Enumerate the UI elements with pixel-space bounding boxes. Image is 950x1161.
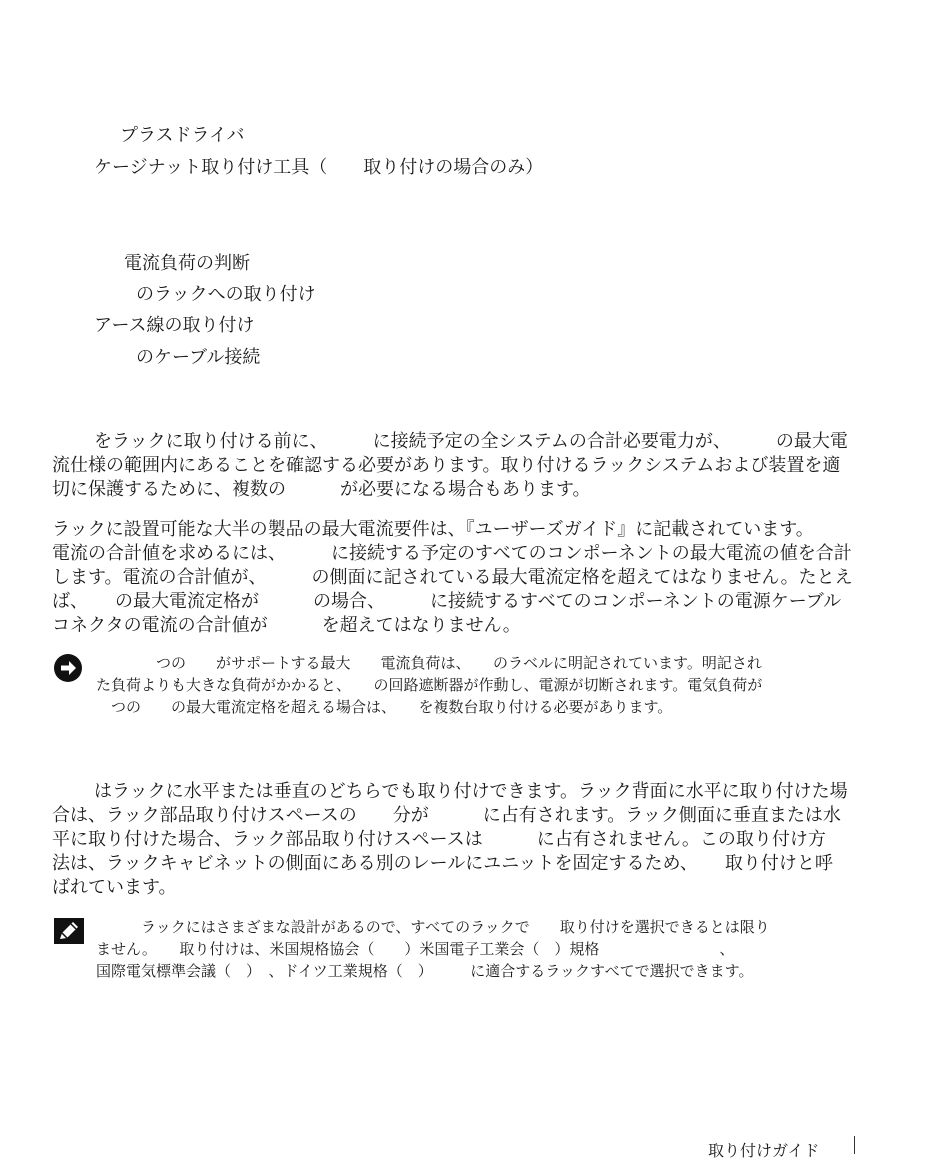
text-line: ば、 の最大電流定格が の場合、 に接続するすべてのコンポーネントの電源ケーブル xyxy=(52,591,842,612)
text-line: 流仕様の範囲内にあることを確認する必要があります。取り付けるラックシステムおよび装置を適 xyxy=(52,455,841,476)
text-line: をラックに取り付ける前に、 に接続予定の全システムの合計必要電力が、 の最大電 xyxy=(94,431,848,452)
task-item-cable-connect: のケーブル接続 xyxy=(136,347,261,368)
text-line: 平に取り付けた場合、ラック部品取り付けスペースは に占有されません。この取り付け方 xyxy=(52,829,826,850)
notice-arrow-icon xyxy=(54,654,82,682)
text-line: 合は、ラック部品取り付けスペースの 分が に占有されます。ラック側面に垂直または水 xyxy=(52,805,841,826)
power-paragraph-1 xyxy=(52,430,892,502)
footer-divider xyxy=(854,1136,855,1154)
text-line: ばれています。 xyxy=(52,877,177,898)
text-line: はラックに水平または垂直のどちらでも取り付けできます。ラック背面に水平に取り付けた場 xyxy=(94,781,848,802)
text-line: ラックに設置可能な大半の製品の最大電流要件は、『ユーザーズガイド』に記載されています。 xyxy=(52,519,814,540)
note-pencil-icon xyxy=(54,918,84,944)
footer-label: 取り付けガイド xyxy=(708,1141,820,1160)
text-line: ません。 取り付けは、米国規格協会（ ）米国電子工業会（ ）規格 、 xyxy=(96,940,735,958)
text-line: た負荷よりも大きな負荷がかかると、 の回路遮断器が作動し、電源が切断されます。電気負荷が xyxy=(96,676,763,694)
mounting-paragraph xyxy=(52,780,892,900)
task-item-ground-wire: アース線の取り付け xyxy=(94,315,255,336)
text-line: します。電流の合計値が、 の側面に記されている最大電流定格を超えてはなりません。たとえ xyxy=(52,567,853,588)
text-line: 国際電気標準会議（ ） 、ドイツ工業規格（ ） に適合するラックすべてで選択できます。 xyxy=(96,962,754,980)
text-line: ラックにはさまざまな設計があるので、すべてのラックで 取り付けを選択できるとは限り xyxy=(96,918,770,936)
text-line: 法は、ラックキャビネットの側面にある別のレールにユニットを固定するため、 取り付けと呼 xyxy=(52,853,833,874)
text-line: コネクタの電流の合計値が を超えてはなりません。 xyxy=(52,615,521,636)
tool-item-screwdriver: プラスドライバ xyxy=(120,125,245,146)
text-line: つの の最大電流定格を超える場合は、 を複数台取り付ける必要があります。 xyxy=(96,698,673,716)
text-line: つの がサポートする最大 電流負荷は、 のラベルに明記されています。明記され xyxy=(96,654,762,672)
text-line: 電流の合計値を求めるには、 に接続する予定のすべてのコンポーネントの最大電流の値を合計 xyxy=(52,543,852,564)
power-paragraph-2 xyxy=(52,518,892,638)
notice-text xyxy=(96,652,762,718)
text-line: 切に保護するために、複数の が必要になる場合もあります。 xyxy=(52,479,591,500)
task-item-rack-install: のラックへの取り付け xyxy=(136,284,316,305)
tool-item-cage-nut-tool: ケージナット取り付け工具（ 取り付けの場合のみ） xyxy=(94,157,544,178)
note-text xyxy=(96,916,770,982)
task-item-current-load: 電流負荷の判断 xyxy=(124,253,250,274)
